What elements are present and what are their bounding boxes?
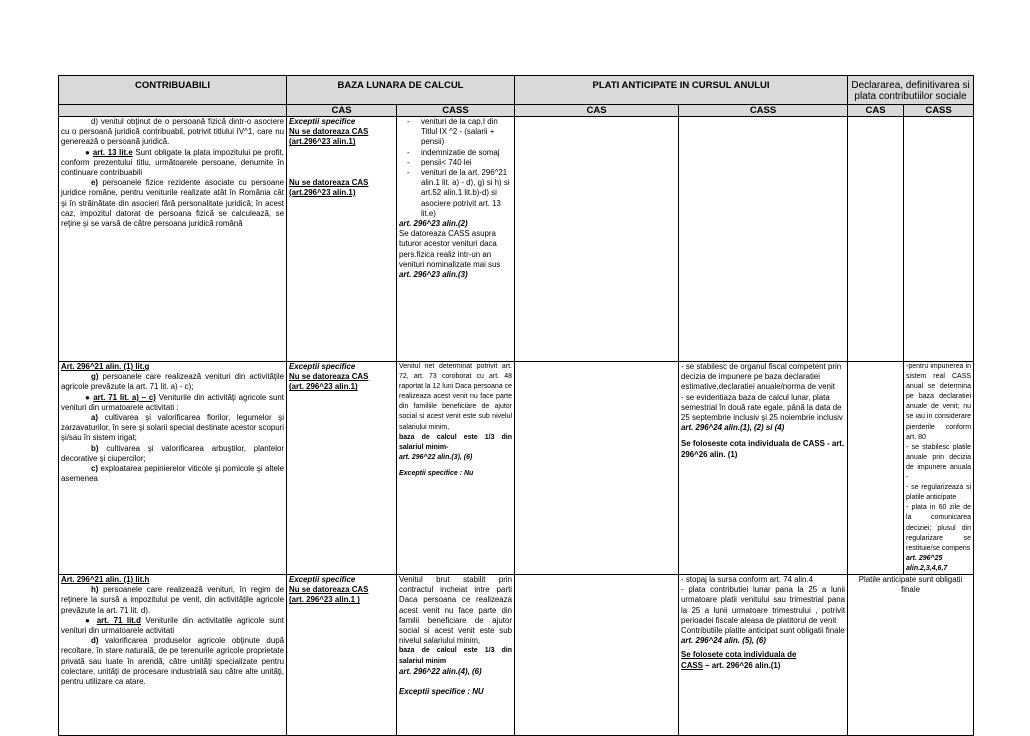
row1-plati-cas — [515, 117, 679, 362]
row1-cass-ref2: art. 296^23 alin.(3) — [399, 270, 468, 280]
header-plati-cas: CAS — [515, 105, 679, 117]
row2-decl-cas — [848, 362, 904, 575]
row1-plati-cass — [679, 117, 848, 362]
header-baza-cass: CASS — [397, 105, 515, 117]
row2-cas-exceptii: Exceptii specifice — [289, 362, 356, 371]
header-decl-cass: CASS — [904, 105, 974, 117]
row3-cas-exceptii: Exceptii specifice — [289, 574, 356, 584]
row1-baza-cas — [287, 117, 397, 362]
row2-baza-cas — [287, 362, 397, 575]
row3-p1: h) persoanele care realizează venituri, în regim de reţinere la sursă a impozitului pe venit, din activităţile agricole prevăzute la art. 71 lit. d). — [61, 585, 284, 615]
row1-cas-ref-1: (art.296^23 alin.1) — [289, 137, 356, 147]
header-declarare: Declararea, definitivarea si plata contributiilor sociale — [848, 76, 974, 105]
row2-cass-bold: baza de calcul este 1/3 din salariul minim- — [399, 433, 513, 451]
row2-decl-ref: art. 296^25 alin.2,3,4,6,7 — [906, 554, 948, 572]
row2-cass-exceptii: Exceptii specifice : Nu — [399, 469, 474, 477]
row2-plati-bold: Se foloseste cota individuala de CASS - art. 296^26 alin. (1) — [681, 439, 845, 459]
row1-cas-nu-2: Nu se datoreaza CAS — [289, 177, 369, 187]
row1-cass-text: Se datoreaza CASS asupra tuturor acestor venituri daca pers.fizica realiz intr-un an venituri nominalizate mai sus — [399, 229, 501, 269]
header-empty — [59, 105, 287, 117]
list-item: - venituri de la cap.I din Titlul IX ^2 - (salarii + pensii) — [421, 117, 512, 148]
row3-baza-cas — [287, 574, 397, 735]
list-item: - indemnizatie de somaj — [421, 148, 512, 158]
row3-decl-text: Platile anticipate sunt obligatii finale — [858, 574, 963, 595]
row2-decl-text: -pentru impunerea in sistem real CASS anual se determina pe baza declaratiei anuale de venit; nu se iau in considerare pierderile conform art. 80 - se stabilesc platile anuale prin decizia de impunere anuala - - se regularizeaza si platile anticipate - plata in 60 zile de la comunicarea deciziei; plusul din regularizare se restituie/se compens — [906, 363, 972, 552]
row2-cas-nu: Nu se datoreaza CAS — [289, 372, 369, 382]
row1-p3: e) persoanele fizice rezidente asociate cu persoane juridice române, pentru veniturile realizate atât în România cât şi în străinătate din asocieri fără personalitate juridică; în acest caz, impozitul datorat de persoana fizică se calculează, se reţine şi se varsă de către persoana juridică română — [61, 178, 284, 229]
row3-baza-cass — [397, 574, 515, 735]
row2-p1: g) persoanele care realizează venituri din activităţile agricole prevăzute la art. 71 lit. a) - c); — [61, 372, 284, 392]
row2-p3: a) cultivarea şi valorificarea florilor, legumelor şi zarzavaturilor, în sere şi solarii special destinate acestor scopuri şi/sau în sistem irigat; — [61, 413, 284, 443]
row2-link[interactable]: art. 71 lit. a) – c) — [93, 392, 156, 402]
row3-cass-ref: art. 296^22 alin.(4), (6) — [399, 666, 482, 676]
row1-p1: d) venitul obţinut de o persoană fizică dintr-o asociere cu o persoană juridică contribuabil, potrivit titlului IV^1, care nu generează o persoană juridică. — [61, 117, 284, 147]
header-baza-cas: CAS — [287, 105, 397, 117]
row2-plati-cass — [679, 362, 848, 575]
row2-cass-ref: art. 296^22 alin.(3), (6) — [399, 453, 473, 461]
row2-contribuabili — [59, 362, 287, 575]
row2-p4: b) cultivarea şi valorificarea arbuştilor, plantelor decorative şi ciupercilor; — [61, 443, 284, 463]
row2-decl-cass — [904, 362, 974, 575]
row3-p3: d) valorificarea produselor agricole obţinute după recoltare, în stare naturală, de pe terenurile agricole proprietate privată sau luate în arendă, către unităţi specializate pentru colectare, unităţi de procesare industrială sau către alte unităţi, pentru utilizare ca atare. — [61, 636, 284, 686]
row2-plati-text: - se stabilesc de organul fiscal competent prin decizia de impunere pe baza declaratiei estimative,declaratiei anuale/norma de venit - se evidentiaza baza de calcul lunar, plata semestrial în două rate egale, până la data de 25 septembrie inclusiv şi 25 noiembrie inclusiv — [681, 362, 843, 423]
row2-cas-ref: (art. 296^23 alin.1) — [289, 382, 358, 392]
row3-cas-nu: Nu se datoreaza CAS — [289, 585, 369, 595]
row3-cass-text: Venitul brut stabilit prin contractul incheiat intre parti Daca persoana ce realizeaza acest venit nu face parte din familii beneficiare de ajutor social si acest venit este sub nivelul salariului minim, — [399, 574, 513, 646]
header-contribuabili: CONTRIBUABILI — [59, 76, 287, 105]
row3-plati-ref: art. 296^24 alin. (5), (6) — [681, 636, 766, 646]
row3-link[interactable]: art. 71 lit.d — [96, 615, 141, 625]
list-item: - venituri de la art. 296^21 alin.1 lit. a) - d), g) si h) si art.52 alin.1 lit.b)-d) si asociere potrivit art. 13 lit.e) — [421, 168, 512, 219]
row3-plati-cas — [515, 574, 679, 735]
row2-title: Art. 296^21 alin. (1) lit.g — [61, 362, 150, 371]
row2-p2: ● art. 71 lit. a) – c) Veniturile din activităţi agricole sunt venituri din urmatoarele activitati : — [61, 392, 284, 412]
row3-cas-ref: (art. 296^23 alin.1 ) — [289, 595, 360, 605]
row3-cass-bold: baza de calcul este 1/3 din salariul minim — [399, 647, 513, 665]
row3-p2: ● art. 71 lit.d Veniturile din activitatile agricole sunt venituri din urmatoarele activitati — [61, 615, 284, 635]
row3-cass-exceptii: Exceptii specifice : NU — [399, 687, 484, 696]
row2-cass-text: Venitul net determinat potrivit art. 72, art. 73 coroborat cu art. 48 raportat la 12 luni Daca persoana ce realizeaza acest venit nu face parte din familiile beneficiare de ajutor social si acest venit este sub nivelul salariului minim, — [399, 363, 513, 431]
header-decl-cas: CAS — [848, 105, 904, 117]
row1-cass-list — [399, 117, 512, 219]
row1-baza-cass — [397, 117, 515, 362]
row2-plati-ref: art. 296^24 alin.(1), (2) si (4) — [681, 423, 785, 433]
row3-declarare — [848, 574, 974, 735]
row1-cas-nu-1: Nu se datoreaza CAS — [289, 127, 369, 137]
row3-plati-cass — [679, 574, 848, 735]
row1-decl-cas — [848, 117, 904, 362]
row1-cas-exceptii: Exceptii specifice — [289, 117, 356, 126]
row3-plati-text: - stopaj la sursa conform art. 74 alin.4 - plata contributiei lunar pana la 25 a lunii urmatoare platii venitului sau trimestrial pana la 25 a lunii urmatoare trimestrului , potrivit perioadei fiscale aleasa de platitorul de venit Contributiile platite anticipat sunt obligatii finale — [681, 574, 846, 635]
list-item: - pensii< 740 lei — [421, 158, 512, 168]
contributii-table — [58, 75, 974, 736]
row1-cas-ref-2: (art.296^23 alin.1) — [289, 187, 356, 197]
row3-title: Art. 296^21 alin. (1) lit.h — [61, 574, 150, 584]
row3-contribuabili — [59, 574, 287, 735]
row1-cass-ref1: art. 296^23 alin.(2) — [399, 219, 468, 229]
row1-link[interactable]: art. 13 lit.e — [92, 147, 133, 157]
row2-p5: c) exploatarea pepinierelor viticole şi pomicole şi altele asemenea — [61, 464, 284, 484]
header-baza-calcul: BAZA LUNARA DE CALCUL — [287, 76, 515, 105]
row2-baza-cass — [397, 362, 515, 575]
row2-plati-cas — [515, 362, 679, 575]
header-plati-cass: CASS — [679, 105, 848, 117]
row1-p2: ● art. 13 lit.e Sunt obligate la plata impozitului pe profit, conform prezentului titlu, următoarele persoane, denumite în continuare contribuabili — [61, 147, 284, 178]
row1-decl-cass — [904, 117, 974, 362]
header-plati-anticipate: PLATI ANTICIPATE IN CURSUL ANULUI — [515, 76, 848, 105]
row1-contribuabili — [59, 117, 287, 362]
row3-plati-bold: Se folosete cota individuala de CASS – art. 296^26 alin.(1) — [681, 650, 797, 670]
